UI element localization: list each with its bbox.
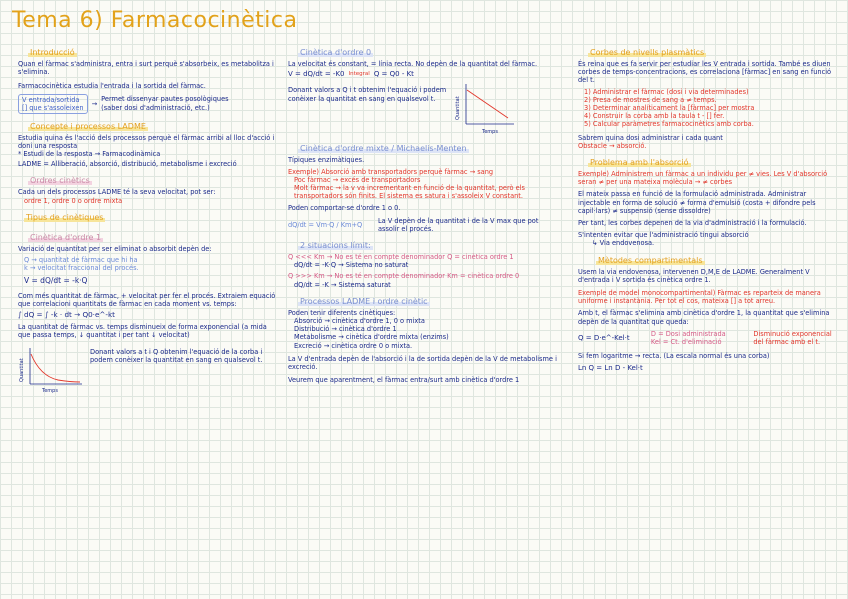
model-example: Exemple de model monocompartimental) Fàrmac es reparteix de manera uniforme i instantània. Per tot el cos, mateixa [] a tot arreu. xyxy=(578,289,821,306)
situacio-2: Q >>> Km → No es té en compte denominador Km = cinètica ordre 0 xyxy=(288,272,520,281)
column-1 xyxy=(18,40,280,396)
ordre1-text-4: Donant valors a t i Q obtenim l'equació de la corba i podem conèixer la quantitat en sang en qualsevol t. xyxy=(90,347,263,364)
proc-absorcio: Absorció → cinètica d'ordre 1, 0 o mixta xyxy=(294,317,425,326)
ln-formula: Ln Q = Ln D - Kel·t xyxy=(578,364,643,373)
proc-excrecio: Excreció → cinètica ordre 0 o mixta. xyxy=(294,341,413,350)
problema-text-2: Per tant, les corbes depenen de la via d'administració i la formulació. xyxy=(578,219,807,228)
model-note: Disminució exponencial del fàrmac amb el t. xyxy=(753,329,832,347)
ladme-def: LADME = Alliberació, absorció, distribució, metabolisme i excreció xyxy=(18,160,237,169)
intro-box xyxy=(18,94,88,114)
corbes-heading: Corbes de nivells plasmàtics xyxy=(590,48,705,57)
box-result-line-2: (saber dosi d'administració, etc.) xyxy=(101,103,210,112)
ordres-heading: Ordres cinètics xyxy=(30,176,90,186)
processos-text: Poden tenir diferents cinètiques: xyxy=(288,308,396,317)
proc-metabolisme: Metabolisme → cinètica d'ordre mixta (enzims) xyxy=(294,333,449,342)
ordre1-text-2: Com més quantitat de fàrmac, + velocitat per fer el procés. Extraiem equació que correlacioni quantitats de fàrmac en cada moment vs. temps: xyxy=(18,291,276,308)
column-3 xyxy=(578,40,840,373)
ladme-heading: Concepte i processos LADME xyxy=(30,121,146,131)
sabrem-text: Sabrem quina dosi administrar i cada quant xyxy=(578,133,723,142)
formula-q: Q = Q0 - Kt xyxy=(373,70,414,79)
mixta-example-b: Poc fàrmac → excés de transportadors xyxy=(294,175,421,184)
model-formula-row xyxy=(578,330,840,346)
k-def: k → velocitat fraccional del procés. xyxy=(24,264,139,273)
mixta-text-2: Poden comportar-se d'ordre 1 o 0. xyxy=(288,204,401,213)
graph-row-2 xyxy=(288,82,564,136)
box-result-line-1: Permet dissenyar pautes posològiques xyxy=(101,95,229,104)
formula-ordre1: V = dQ/dt = -k·Q xyxy=(24,276,88,286)
integral-formula: ∫ dQ = ∫ -k · dt → Q0·e^-kt xyxy=(18,310,115,320)
mm-row xyxy=(288,217,564,233)
box-line-2: [] que s'assoleixen xyxy=(22,103,84,112)
model-text: Amb t, el fàrmac s'elimina amb cinètica d'ordre 1, la quantitat que s'elimina depèn de la quantitat que queda: xyxy=(578,309,830,326)
problema-heading: Problema amb l'absorció xyxy=(590,158,689,168)
obstacle-text: Obstacle → absorció. xyxy=(578,141,647,150)
mixta-example-c: Molt fàrmac → la v va incrementant en funció de la quantitat, però els transportadors són finits. El sistema es satura i s'assoleix V constant. xyxy=(294,184,525,201)
exp-decay-graph xyxy=(18,344,86,396)
ordres-list: ordre 1, ordre 0 o ordre mixta xyxy=(24,196,123,205)
arrow-icon: → xyxy=(91,99,98,108)
problema-text-3: S'intenten evitar que l'administració tingui absorció xyxy=(578,231,749,240)
ordre1-heading: Cinètica d'ordre 1 xyxy=(30,232,102,242)
intro-text: Quan el fàrmac s'administra, entra i surt perquè s'absorbeix, es metabolitza i s'elimina. xyxy=(18,60,274,77)
model-def-kel: Kel = Ct. d'eliminació xyxy=(650,338,722,347)
corbes-step-4: 4) Construir la corba amb la taula t - [] fer. xyxy=(584,112,725,121)
mixta-example: Exemple) Absorció amb transportadors perquè fàrmac → sang xyxy=(288,167,494,176)
ordre0-heading: Cinètica d'ordre 0 xyxy=(300,48,372,57)
ordre0-formulas xyxy=(288,70,564,78)
column-2 xyxy=(288,40,564,384)
processos-heading: Processos LADME i ordre cinètic xyxy=(300,296,428,306)
situacions-heading: 2 situacions límit: xyxy=(300,241,371,251)
situacio-1-result: dQ/dt = -K·Q → Sistema no saturat xyxy=(294,261,409,270)
ordre0-text: La velocitat és constant, = línia recta. No depèn de la quantitat del fàrmac. xyxy=(288,60,538,68)
situacio-1: Q <<< Km → No es té en compte denominador Q = cinètica ordre 1 xyxy=(288,253,514,262)
graph-x-label: Temps xyxy=(42,387,58,394)
intro-box-row xyxy=(18,94,280,114)
ordre0-text-2: Donant valors a Q i t obtenim l'equació i podem conèixer la quantitat en sang en qualsevol t. xyxy=(288,86,447,103)
tipus-heading: Tipus de cinètiques xyxy=(26,212,104,222)
mm-note: La V depèn de la quantitat i de la V max que pot assolir el procés. xyxy=(378,216,539,233)
box-line-1: V entrada/sortida xyxy=(22,95,80,104)
situacio-2-result: dQ/dt = -K → Sistema saturat xyxy=(294,280,391,289)
metodes-heading: Mètodes compartimentals xyxy=(598,255,703,265)
log-text: Si fem logaritme → recta. (La escala normal és una corba) xyxy=(578,352,770,361)
graph2-y-label: Quantitat xyxy=(455,96,461,121)
model-defs xyxy=(651,330,749,346)
ladme-note: * Estudi de la resposta → Farmacodinàmica xyxy=(18,150,161,159)
intro-heading: Introducció xyxy=(30,48,75,57)
mixta-heading: Cinètica d'ordre mixte / Michaelis-Menten xyxy=(300,144,467,154)
ordres-text: Cada un dels processos LADME té la seva velocitat, pot ser: xyxy=(18,188,216,197)
mixta-text: Típiques enzimàtiques. xyxy=(288,156,365,165)
page-title: Tema 6) Farmacocinètica xyxy=(12,8,298,33)
graph-row-1 xyxy=(18,344,280,396)
formula-v: V = dQ/dt = -K0 xyxy=(288,70,345,79)
box-result xyxy=(101,95,231,111)
ordre1-text: Variació de quantitat per ser eliminat o absorbit depèn de: xyxy=(18,244,212,253)
integral-label: Integral xyxy=(348,71,370,78)
model-formula: Q = D·e^-Kel·t xyxy=(578,333,630,342)
corbes-step-5: 5) Calcular paràmetres farmacocinètics amb corba. xyxy=(584,120,754,129)
graph2-x-label: Temps xyxy=(482,129,498,136)
corbes-step-1: 1) Administrar el fàrmac (dosi i via determinades) xyxy=(584,87,749,96)
problema-example: Exemple) Administrem un fàrmac a un individu per ≠ vies. Les V d'absorció seran ≠ per una mateixa molècula → ≠ corbes xyxy=(578,170,828,187)
problema-text: El mateix passa en funció de la formulació administrada. Administrar injectable en forma de solució ≠ forma d'emulsió (costa + difondre pels capil·lars) ≠ suspensió (sense dissoldre) xyxy=(578,190,816,215)
corbes-text: És reina que es fa servir per estudiar les V entrada i sortida. També es diuen corbes de temps-concentracions, es correlaciona [fàrmac] en sang en funció del t. xyxy=(578,60,832,85)
processos-text-2: La V d'entrada depèn de l'absorció i la de sortida depèn de la V de metabolisme i excreció. xyxy=(288,354,557,372)
processos-text-3: Veurem que aparentment, el fàrmac entra/surt amb cinètica d'ordre 1 xyxy=(288,376,520,385)
intro-text-2: Farmacocinètica estudia l'entrada i la sortida del fàrmac. xyxy=(18,82,206,91)
problema-endovenosa: ↳ Via endovenosa. xyxy=(592,239,655,248)
mm-formula: dQ/dt = Vm·Q / Km+Q xyxy=(288,220,363,229)
q-def: Q → quantitat de fàrmac que hi ha xyxy=(24,256,138,265)
metodes-text: Usem la via endovenosa, intervenen D,M,E de LADME. Generalment V d'entrada i V sortida és cinètica ordre 1. xyxy=(578,267,810,284)
graph-y-label: Quantitat xyxy=(19,357,25,382)
model-def-d: D = Dosi administrada xyxy=(650,329,726,338)
proc-distribucio: Distribució → cinètica d'ordre 1 xyxy=(294,325,397,334)
corbes-step-3: 3) Determinar analíticament la [fàrmac] per mostra xyxy=(584,104,755,113)
ladme-text: Estudia quina és l'acció dels processos perquè el fàrmac arribi al lloc d'acció i doni una resposta xyxy=(18,133,275,150)
ordre1-text-3: La quantitat de fàrmac vs. temps disminueix de forma exponencial (a mida que passa temps, ↓ quantitat i per tant ↓ velocitat) xyxy=(18,323,267,340)
corbes-step-2: 2) Presa de mostres de sang a ≠ temps. xyxy=(584,95,717,104)
linear-decay-graph xyxy=(452,82,516,136)
